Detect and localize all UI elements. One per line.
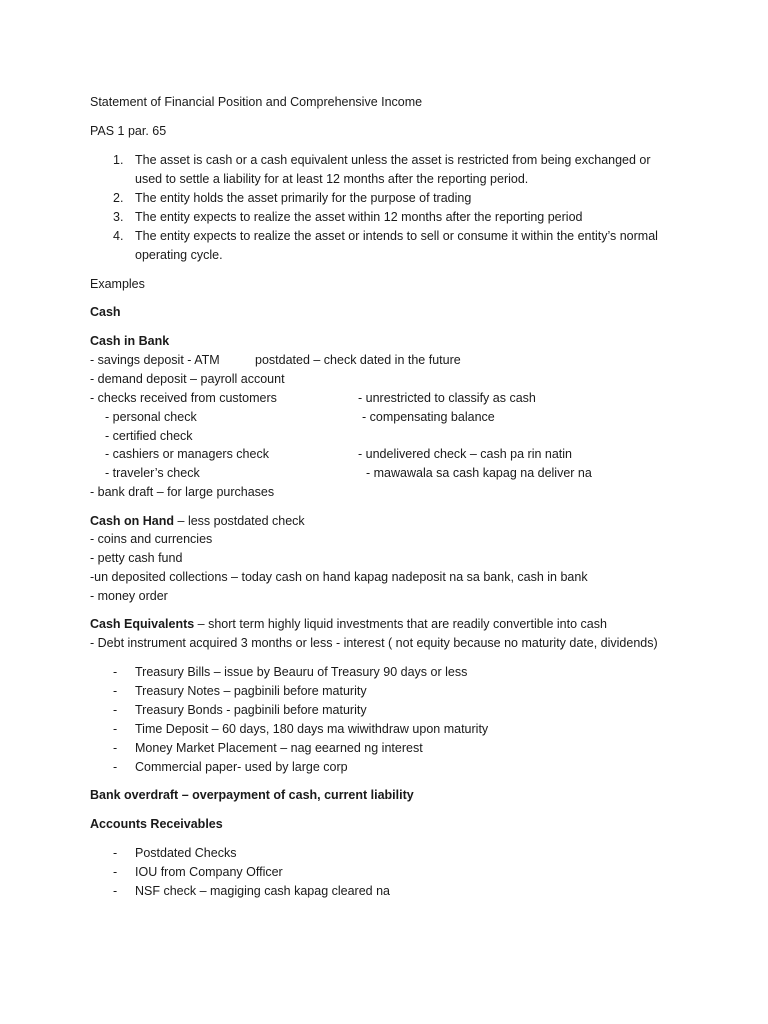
receivable-item: IOU from Company Officer xyxy=(135,865,283,879)
accounts-receivables-heading: Accounts Receivables xyxy=(90,817,223,831)
bullet-dash: - xyxy=(113,846,118,860)
postdated-note: postdated – check dated in the future xyxy=(255,353,461,367)
cash-equivalent-item: Treasury Notes – pagbinili before maturity xyxy=(135,684,367,698)
unrestricted-note: - unrestricted to classify as cash xyxy=(358,391,536,405)
cash-heading: Cash xyxy=(90,305,121,319)
bullet-dash: - xyxy=(113,884,118,898)
bullet-dash: - xyxy=(113,760,118,774)
cash-equivalent-item: Commercial paper- used by large corp xyxy=(135,760,348,774)
document-title: Statement of Financial Position and Comprehensive Income xyxy=(90,95,423,109)
cash-equivalents-heading: Cash Equivalents xyxy=(90,617,195,631)
cash-equivalent-item: Money Market Placement – nag eearned ng interest xyxy=(135,741,423,755)
criteria-text: The entity expects to realize the asset or intends to sell or consume it within the entity’s normal xyxy=(135,229,658,243)
cash-on-hand-item: -un deposited collections – today cash on hand kapag nadeposit na sa bank, cash in bank xyxy=(90,570,588,584)
cash-on-hand-heading: Cash on Hand xyxy=(90,514,175,528)
cash-on-hand-item: - money order xyxy=(90,589,168,603)
cash-on-hand-description: – less postdated check xyxy=(174,514,305,528)
criteria-number: 4. xyxy=(113,229,124,243)
criteria-number: 3. xyxy=(113,210,124,224)
bullet-dash: - xyxy=(113,722,118,736)
criteria-number: 1. xyxy=(113,153,124,167)
cash-equivalents-line xyxy=(90,616,607,632)
cash-equivalent-item: Time Deposit – 60 days, 180 days ma wiwithdraw upon maturity xyxy=(135,722,489,736)
bullet-dash: - xyxy=(113,741,118,755)
savings-deposit-line: - savings deposit - ATM xyxy=(90,353,220,367)
bank-overdraft-heading: Bank overdraft – overpayment of cash, current liability xyxy=(90,788,414,802)
cash-on-hand-line xyxy=(90,513,305,529)
cash-on-hand-item: - petty cash fund xyxy=(90,551,183,565)
cash-equivalent-item: Treasury Bonds - pagbinili before maturity xyxy=(135,703,367,717)
personal-check-line: - personal check xyxy=(105,410,197,424)
cashiers-check-line: - cashiers or managers check xyxy=(105,447,269,461)
criteria-text: The entity holds the asset primarily for the purpose of trading xyxy=(135,191,472,205)
bank-draft-line: - bank draft – for large purchases xyxy=(90,485,275,499)
criteria-text: The asset is cash or a cash equivalent unless the asset is restricted from being exchanged or xyxy=(135,153,651,167)
cash-on-hand-item: - coins and currencies xyxy=(90,532,213,546)
receivable-item: NSF check – magiging cash kapag cleared na xyxy=(135,884,391,898)
demand-deposit-line: - demand deposit – payroll account xyxy=(90,372,285,386)
examples-heading: Examples xyxy=(90,277,145,291)
checks-received-line: - checks received from customers xyxy=(90,391,277,405)
cash-equivalent-item: Treasury Bills – issue by Beauru of Treasury 90 days or less xyxy=(135,665,468,679)
criteria-text-continued: used to settle a liability for at least 12 months after the reporting period. xyxy=(135,172,529,186)
travelers-check-line: - traveler’s check xyxy=(105,466,200,480)
criteria-text: The entity expects to realize the asset within 12 months after the reporting period xyxy=(135,210,583,224)
cash-equivalents-description: – short term highly liquid investments that are readily convertible into cash xyxy=(194,617,607,631)
criteria-text-continued: operating cycle. xyxy=(135,248,223,262)
bullet-dash: - xyxy=(113,703,118,717)
receivable-item: Postdated Checks xyxy=(135,846,237,860)
bullet-dash: - xyxy=(113,684,118,698)
bullet-dash: - xyxy=(113,665,118,679)
undelivered-check-note: - undelivered check – cash pa rin natin xyxy=(358,447,573,461)
reference-line: PAS 1 par. 65 xyxy=(90,124,167,138)
cash-in-bank-heading: Cash in Bank xyxy=(90,334,170,348)
criteria-number: 2. xyxy=(113,191,124,205)
certified-check-line: - certified check xyxy=(105,429,193,443)
compensating-balance-note: - compensating balance xyxy=(362,410,495,424)
debt-instrument-line: - Debt instrument acquired 3 months or less - interest ( not equity because no maturity date, dividends) xyxy=(90,636,658,650)
mawawala-note: - mawawala sa cash kapag na deliver na xyxy=(366,466,592,480)
bullet-dash: - xyxy=(113,865,118,879)
